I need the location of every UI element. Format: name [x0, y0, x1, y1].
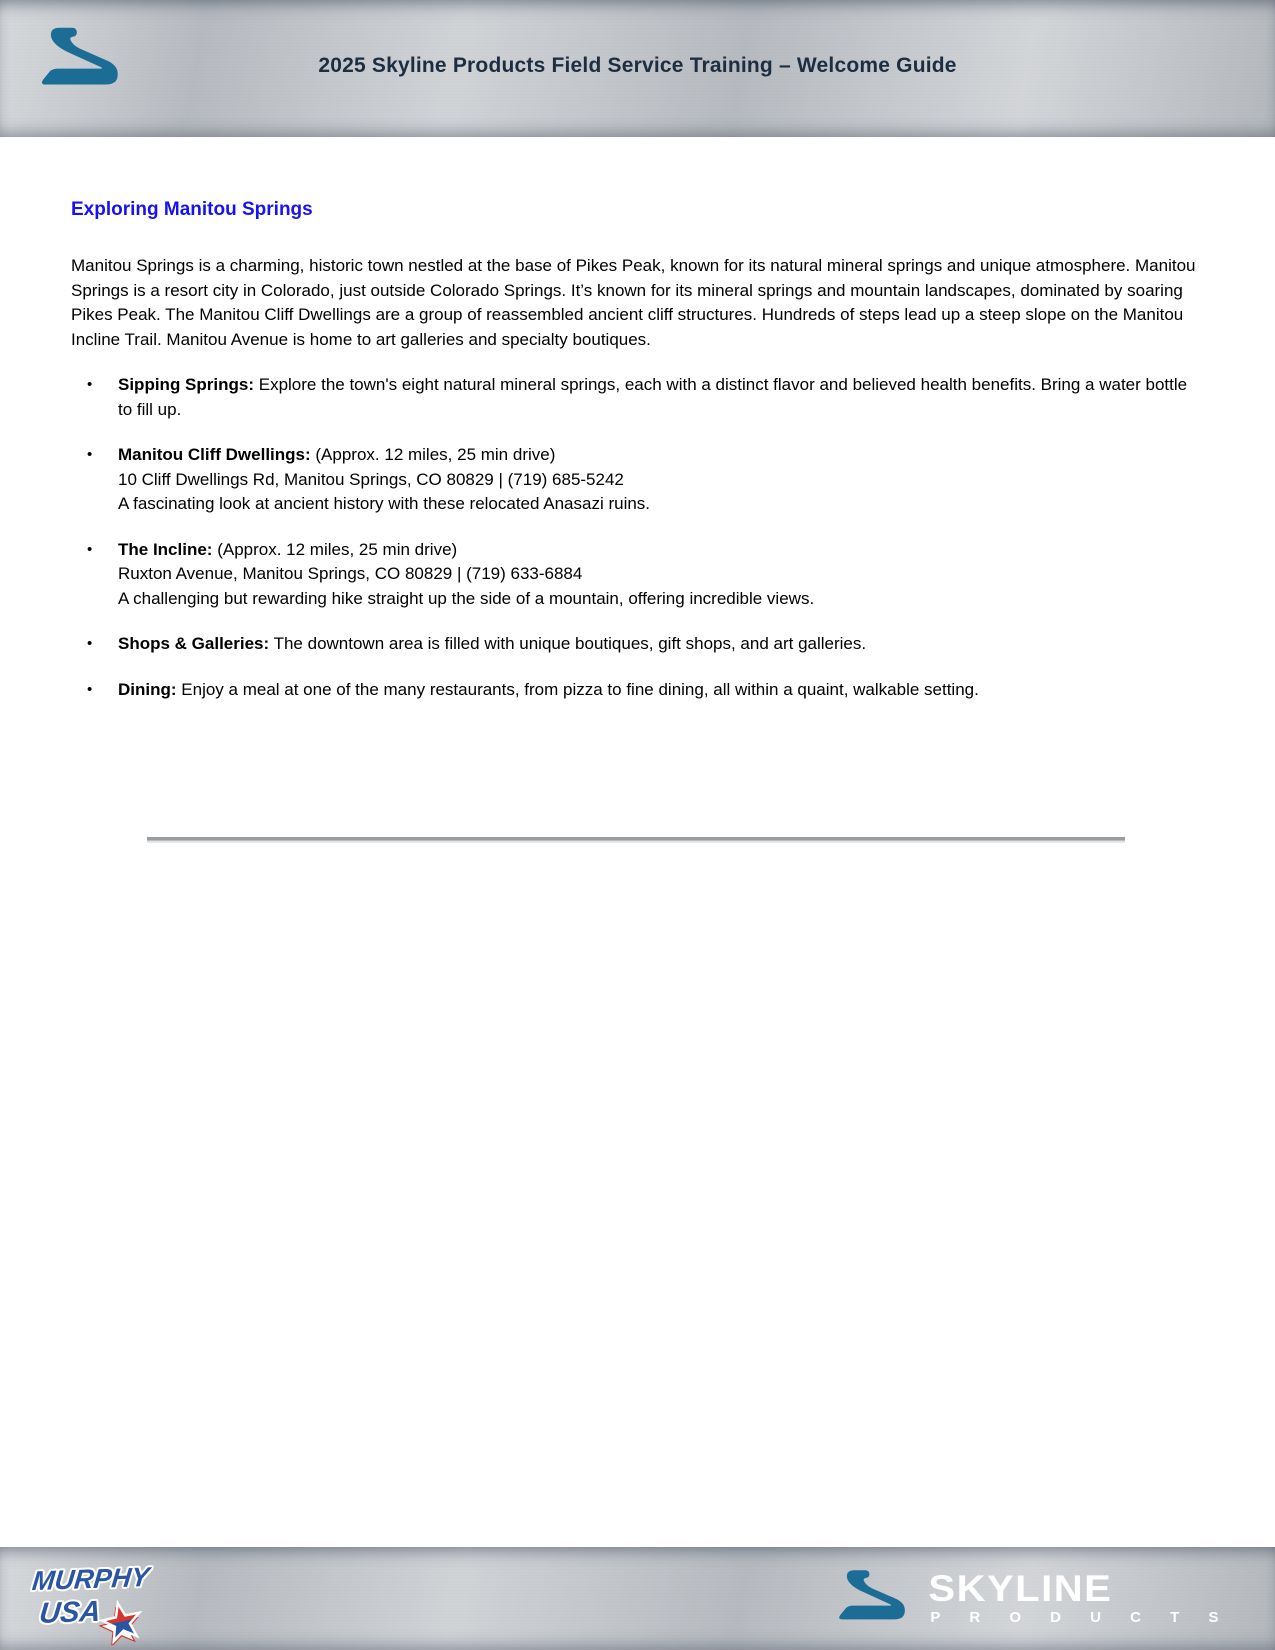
skyline-products-logo: [834, 1569, 1231, 1629]
bullet-text: The downtown area is filled with unique boutiques, gift shops, and art galleries.: [273, 634, 867, 653]
horizontal-rule: [147, 837, 1125, 843]
bullet-icon: •: [87, 446, 93, 463]
skyline-products-label: P R O D U C T S: [930, 1609, 1231, 1626]
intro-paragraph: Manitou Springs is a charming, historic town nestled at the base of Pikes Peak, known for its natural mineral springs and unique atmosphere. Manitou Springs is a resort city in Colorado, just outside Colorado Springs. It’s known for its mineral springs and mountain landscapes, dominated by soaring Pikes Peak. The Manitou Cliff Dwellings are a group of reassembled ancient cliff structures. Hundreds of steps lead up a steep slope on the Manitou Incline Trail. Manitou Avenue is home to art galleries and specialty boutiques.: [71, 256, 1196, 349]
bullet-text: Enjoy a meal at one of the many restaurants, from pizza to fine dining, all within a quaint, walkable setting.: [181, 679, 979, 699]
bullet-label: Shops & Galleries:: [118, 634, 270, 653]
murphy-usa-logo: [32, 1563, 151, 1635]
bullet-icon: •: [87, 635, 93, 652]
bullet-line: A fascinating look at ancient history with these relocated Anasazi ruins.: [118, 494, 651, 513]
bullet-label: The Incline:: [118, 539, 213, 559]
bullet-line: 10 Cliff Dwellings Rd, Manitou Springs, CO 80829 | (719) 685-5242: [118, 469, 624, 489]
list-item: [71, 678, 1204, 703]
document-body: [0, 137, 1275, 1547]
star-icon: [98, 1598, 146, 1646]
list-item: [71, 443, 1204, 517]
bullet-text: Explore the town's eight natural mineral springs, each with a distinct flavor and believed health benefits. Bring a water bottle to fill up.: [118, 375, 1188, 419]
bullet-line: Ruxton Avenue, Manitou Springs, CO 80829 | (719) 633-6884: [118, 564, 583, 583]
bullet-text: (Approx. 12 miles, 25 min drive): [217, 539, 458, 559]
header-band: [0, 0, 1275, 137]
list-item: [71, 373, 1204, 422]
murphy-usa-label: USA: [37, 1595, 103, 1630]
bullet-icon: •: [87, 376, 93, 393]
list-item: [71, 538, 1204, 612]
skyline-wordmark: SKYLINE: [928, 1568, 1113, 1610]
page-title: 2025 Skyline Products Field Service Training – Welcome Guide: [318, 53, 957, 77]
bullet-label: Dining:: [118, 679, 177, 699]
footer-band: [0, 1547, 1275, 1650]
bullet-icon: •: [87, 540, 93, 558]
bullet-list: [71, 373, 1204, 702]
list-item: [71, 632, 1204, 657]
bullet-icon: •: [87, 680, 93, 698]
skyline-s-icon: [834, 1569, 912, 1629]
bullet-text: (Approx. 12 miles, 25 min drive): [315, 445, 556, 464]
section-heading: Exploring Manitou Springs: [71, 199, 313, 220]
skyline-s-icon: [36, 18, 126, 104]
bullet-label: Sipping Springs:: [118, 375, 254, 394]
bullet-label: Manitou Cliff Dwellings:: [118, 445, 311, 464]
bullet-line: A challenging but rewarding hike straight up the side of a mountain, offering incredible views.: [118, 588, 815, 608]
murphy-wordmark: MURPHY: [30, 1561, 151, 1596]
